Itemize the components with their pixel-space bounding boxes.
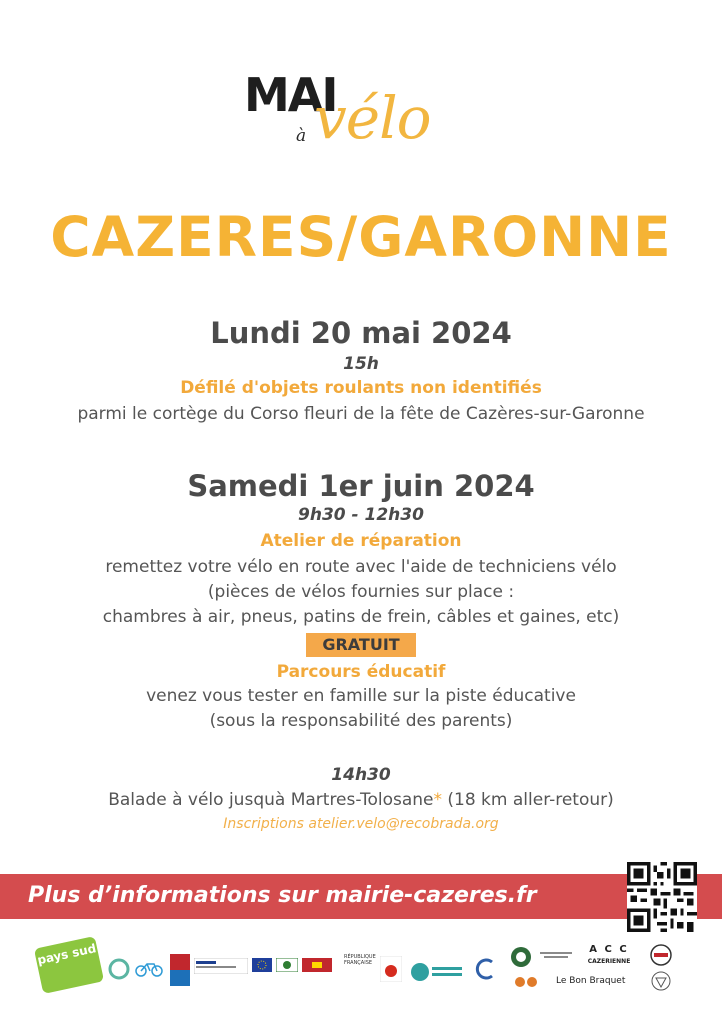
event1-date: Lundi 20 mai 2024 (210, 316, 512, 350)
acc-logo-text: A C C (589, 944, 629, 955)
event1-description: parmi le cortège du Corso fleuri de la fête de Cazères-sur-Garonne (77, 404, 645, 424)
green-circle-logo-icon (108, 958, 130, 980)
region-logo-icon (170, 954, 190, 986)
qr-code-icon[interactable] (627, 862, 697, 932)
bike-club-logo-icon (514, 972, 538, 988)
event2-title2: Parcours éducatif (276, 662, 446, 682)
event2-time: 9h30 - 12h30 (298, 505, 424, 525)
event2-line: (pièces de vélos fournies sur place : (207, 582, 515, 602)
department-logo-icon (194, 958, 248, 974)
ademe-logo-icon (380, 956, 402, 982)
free-badge: GRATUIT (306, 633, 415, 657)
registration-link[interactable]: Inscriptions atelier.velo@recobrada.org (223, 816, 499, 832)
recobrada-logo-icon (510, 946, 532, 968)
logo-velo-text: vélo (314, 84, 431, 152)
shield-logo-icon (650, 970, 672, 992)
event2-time2: 14h30 (331, 765, 391, 785)
event2-line2: venez vous tester en famille sur la piste éducative (146, 686, 576, 706)
pays-sud-logo: pays sud (34, 936, 104, 994)
free-badge-wrap (0, 633, 722, 657)
eu-flag-icon (252, 958, 272, 972)
event1-time: 15h (343, 354, 379, 374)
bon-braquet-logo: Le Bon Braquet (556, 976, 626, 986)
event2-date: Samedi 1er juin 2024 (187, 469, 535, 503)
info-banner (0, 874, 722, 919)
city-title: CAZERES/GARONNE (50, 205, 672, 269)
ride-line (0, 790, 722, 810)
banner-link[interactable]: Plus d’informations sur mairie-cazeres.fr (28, 883, 537, 908)
mai-a-velo-logo (238, 68, 468, 178)
ride-distance: (18 km aller-retour) (441, 790, 614, 810)
occitanie-logo-icon (302, 958, 332, 972)
logo-mai-text: MAI (244, 68, 337, 122)
event2-line: chambres à air, pneus, patins de frein, câbles et gaines, etc) (102, 607, 620, 627)
leader-logo-icon (276, 958, 298, 972)
event2-line: remettez votre vélo en route avec l'aide de techniciens vélo (105, 557, 617, 577)
republique-francaise-logo: RÉPUBLIQUE FRANÇAISE (344, 954, 376, 966)
logo-a-text: à (296, 126, 307, 146)
event1-title: Défilé d'objets roulants non identifiés (180, 378, 542, 398)
ride-text: Balade à vélo jusquà Martres-Tolosane (108, 790, 434, 810)
acc-logo-subtext: CAZERIENNE (587, 958, 631, 965)
cycling-club-logo-icon (650, 944, 672, 966)
partner-small-logo-icon (538, 948, 574, 962)
cazeres-logo-icon (474, 952, 498, 986)
event2-line2: (sous la responsabilité des parents) (209, 711, 513, 731)
acc-logo (582, 944, 636, 966)
cee-logo-icon (410, 962, 466, 982)
ride-asterisk: * (433, 790, 442, 810)
partner-logos (30, 940, 700, 1000)
velo-logo-icon (134, 960, 164, 978)
event2-title: Atelier de réparation (260, 531, 462, 551)
